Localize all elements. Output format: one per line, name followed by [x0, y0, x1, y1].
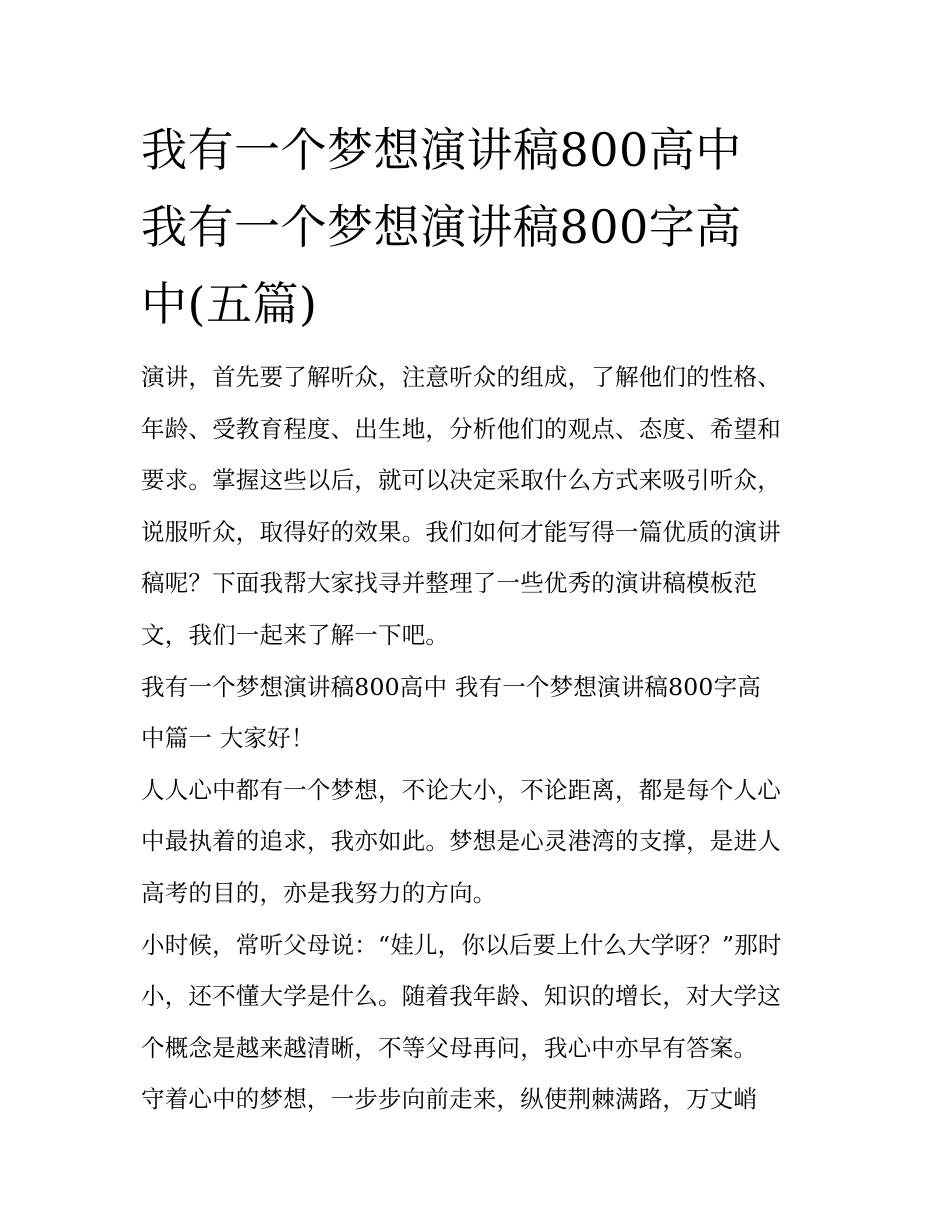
body-line: 人人心中都有一个梦想，不论大小，不论距离，都是每个人心 — [141, 775, 781, 804]
title-line-2: 我有一个梦想演讲稿800字高 — [141, 200, 742, 254]
body-line: 说服听众，取得好的效果。我们如何才能写得一篇优质的演讲 — [141, 517, 781, 546]
body-line: 要求。掌握这些以后，就可以决定采取什么方式来吸引听众， — [141, 466, 781, 495]
body-line: 我有一个梦想演讲稿800高中 我有一个梦想演讲稿800字高 — [141, 672, 761, 701]
body-line: 小，还不懂大学是什么。随着我年龄、知识的增长，对大学这 — [141, 982, 781, 1011]
body-line: 文，我们一起来了解一下吧。 — [141, 620, 450, 649]
document-title — [141, 112, 831, 343]
body-line: 小时候，常听父母说：“娃儿，你以后要上什么大学呀？”那时 — [141, 930, 782, 959]
body-line: 中最执着的追求，我亦如此。梦想是心灵港湾的支撑，是进人 — [141, 827, 781, 856]
document-body — [141, 352, 821, 1126]
body-line: 个概念是越来越清晰，不等父母再问，我心中亦早有答案。 — [141, 1033, 758, 1062]
body-line: 演讲，首先要了解听众，注意听众的组成，了解他们的性格、 — [141, 363, 781, 391]
body-line: 守着心中的梦想，一步步向前走来，纵使荆棘满路，万丈峭 — [141, 1085, 758, 1114]
body-line: 稿呢？下面我帮大家找寻并整理了一些优秀的演讲稿模板范 — [141, 569, 758, 598]
title-line-1: 我有一个梦想演讲稿800高中 — [141, 123, 742, 177]
body-line: 中篇一 大家好！ — [141, 724, 315, 753]
body-line: 年龄、受教育程度、出生地，分析他们的观点、态度、希望和 — [141, 414, 781, 443]
body-line: 高考的目的，亦是我努力的方向。 — [141, 878, 497, 907]
title-line-3: 中(五篇) — [141, 277, 318, 331]
